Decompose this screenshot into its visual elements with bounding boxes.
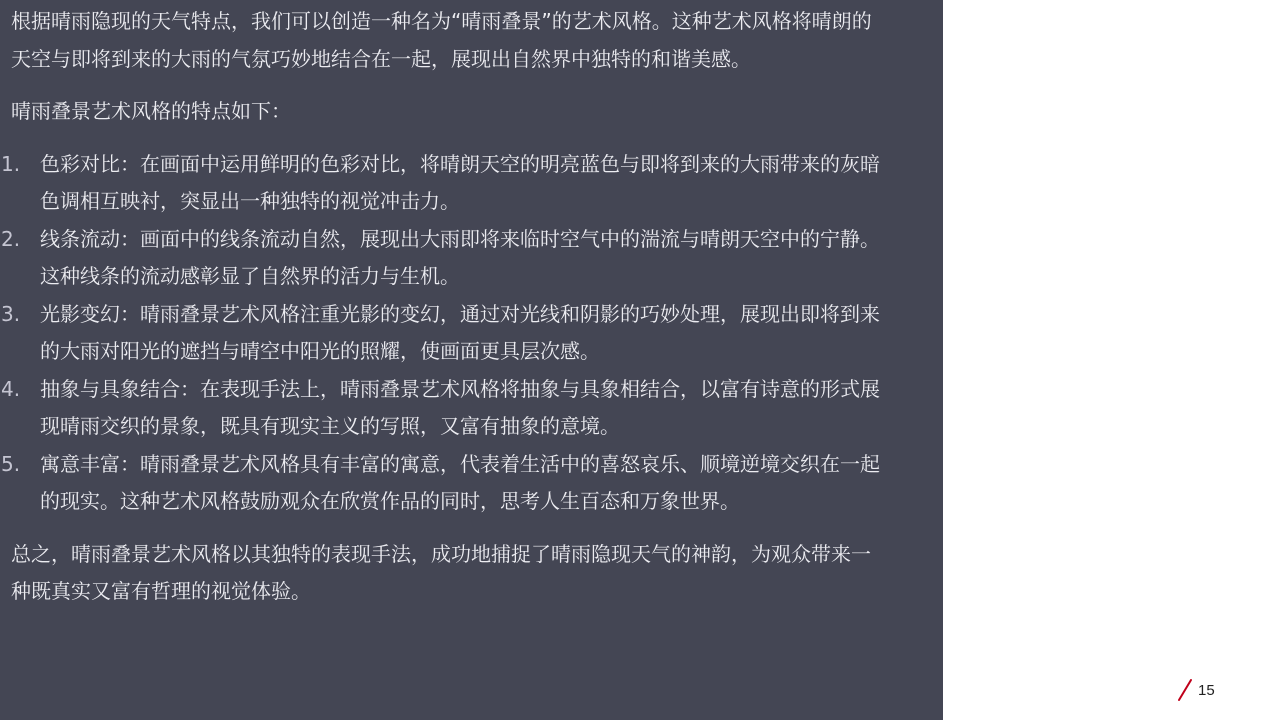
feature-list xyxy=(1,146,881,521)
list-item-number: 4. xyxy=(1,376,21,401)
list-item xyxy=(1,296,881,371)
list-item-number: 3. xyxy=(1,301,21,326)
list-item xyxy=(1,146,881,221)
list-item-number: 5. xyxy=(1,451,21,476)
list-item-text: 寓意丰富：晴雨叠景艺术风格具有丰富的寓意，代表着生活中的喜怒哀乐、顺境逆境交织在一起的现实。这种艺术风格鼓励观众在欣赏作品的同时，思考人生百态和万象世界。 xyxy=(40,451,880,513)
intro-paragraph: 根据晴雨隐现的天气特点，我们可以创造一种名为“晴雨叠景”的艺术风格。这种艺术风格将晴朗的天空与即将到来的大雨的气氛巧妙地结合在一起，展现出自然界中独特的和谐美感。 xyxy=(11,9,872,71)
list-item-text: 光影变幻：晴雨叠景艺术风格注重光影的变幻，通过对光线和阴影的巧妙处理，展现出即将到来的大雨对阳光的遮挡与晴空中阳光的照耀，使画面更具层次感。 xyxy=(40,301,880,363)
conclusion-paragraph: 总之，晴雨叠景艺术风格以其独特的表现手法，成功地捕捉了晴雨隐现天气的神韵，为观众带来一种既真实又富有哲理的视觉体验。 xyxy=(11,541,871,603)
list-item-text: 抽象与具象结合：在表现手法上，晴雨叠景艺术风格将抽象与具象相结合，以富有诗意的形式展现晴雨交织的景象，既具有现实主义的写照，又富有抽象的意境。 xyxy=(40,376,880,438)
list-item-text: 线条流动：画面中的线条流动自然，展现出大雨即将来临时空气中的湍流与晴朗天空中的宁静。这种线条的流动感彰显了自然界的活力与生机。 xyxy=(40,226,880,288)
list-item xyxy=(1,446,881,521)
list-item xyxy=(1,371,881,446)
list-item-number: 1. xyxy=(1,151,21,176)
list-item-number: 2. xyxy=(1,226,21,251)
list-item xyxy=(1,221,881,296)
lead-paragraph: 晴雨叠景艺术风格的特点如下： xyxy=(11,99,291,123)
response-text xyxy=(1,3,881,611)
slide-footer xyxy=(1176,678,1215,702)
slash-icon xyxy=(1176,678,1194,702)
page-number: 15 xyxy=(1198,681,1215,699)
list-item-text: 色彩对比：在画面中运用鲜明的色彩对比，将晴朗天空的明亮蓝色与即将到来的大雨带来的灰暗色调相互映衬，突显出一种独特的视觉冲击力。 xyxy=(40,151,880,213)
